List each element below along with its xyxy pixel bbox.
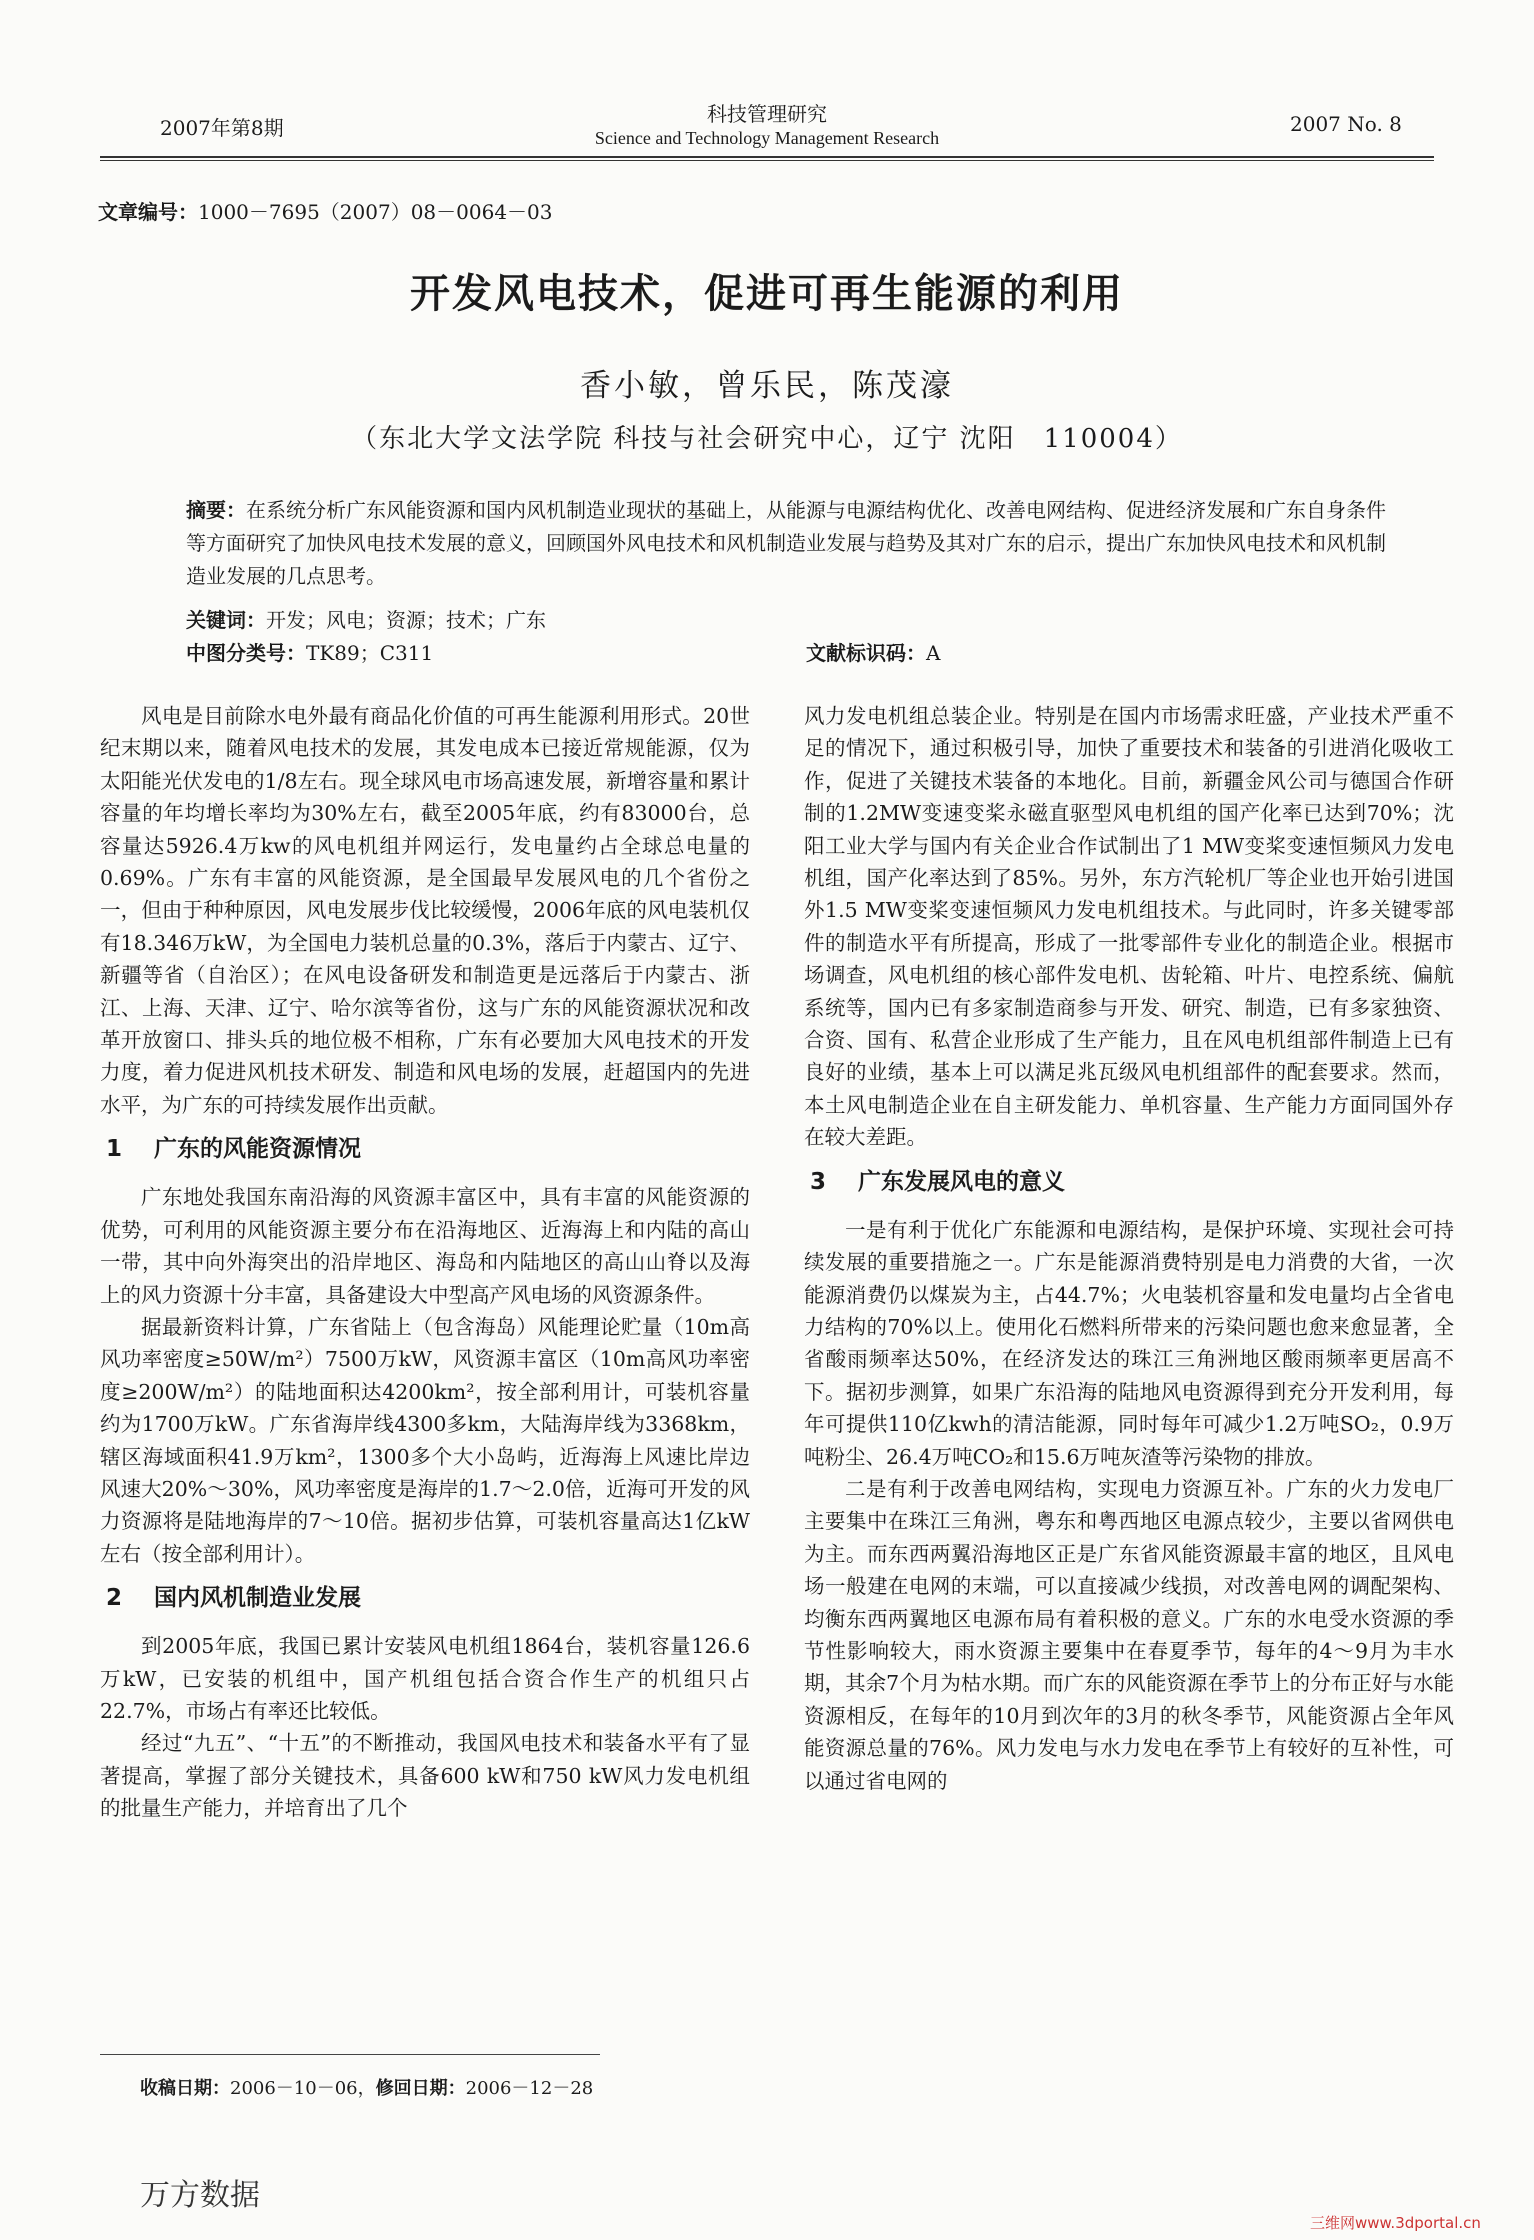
affiliation: （东北大学文法学院 科技与社会研究中心，辽宁 沈阳 110004） xyxy=(351,424,1183,454)
keywords-value: 开发；风电；资源；技术；广东 xyxy=(266,608,546,632)
issue-label: 2007年第8期 xyxy=(160,116,284,140)
article-number-label: 文章编号： xyxy=(98,200,198,224)
received-label: 收稿日期： xyxy=(140,2078,230,2099)
journal-name-en: Science and Technology Management Research xyxy=(594,128,940,148)
section-1-paragraph-2: 据最新资料计算，广东省陆上（包含海岛）风能理论贮量（10m高风功率密度≥50W/m²）7500万kW，风资源丰富区（10m高风功率密度≥200W/m²）的陆地面积达4200km²，按全部利用计，可装机容量约为1700万kW。广东省海岸线4300多km，大陆海岸线为3368km，辖区海域面积41.9万km²，1300多个大小岛屿，近海海上风速比岸边风速大20%～30%，风功率密度是海岸的1.7～2.0倍，近海可开发的风力资源将是陆地海岸的7～10倍。据初步估算，可装机容量高达1亿kW左右（按全部利用计）。 xyxy=(100,1314,750,1566)
section-3-heading xyxy=(804,1154,1454,1214)
document-code-label: 文献标识码： xyxy=(806,641,926,665)
header-rule-thin xyxy=(100,160,1434,161)
abstract-text: 在系统分析广东风能资源和国内风机制造业现状的基础上，从能源与电源结构优化、改善电网结构、促进经济发展和广东自身条件等方面研究了加快风电技术发展的意义，回顾国外风电技术和风机制造业发展与趋势及其对广东的启示，提出广东加快风电技术和风机制造业发展的几点思考。 xyxy=(186,498,1386,588)
source-mark: 万方数据 xyxy=(140,2178,260,2213)
authors: 香小敏，曾乐民，陈茂濠 xyxy=(580,368,954,404)
section-1-paragraph-1: 广东地处我国东南沿海的风资源丰富区中，具有丰富的风能资源的优势，可利用的风能资源主要分布在沿海地区、近海海上和内陆的高山一带，其中向外海突出的沿岸地区、海岛和内陆地区的高山山脊以及海上的风力资源十分丰富，具备建设大中型高产风电场的风资源条件。 xyxy=(100,1185,750,1307)
section-1-heading xyxy=(100,1121,750,1181)
footnote-rule xyxy=(100,2054,600,2055)
header-rule xyxy=(100,156,1434,158)
revised-label: 修回日期： xyxy=(375,2078,466,2099)
section-1-number: 1 xyxy=(106,1136,123,1163)
section-1-title: 广东的风能资源情况 xyxy=(154,1136,361,1163)
article-number-value: 1000－7695（2007）08－0064－03 xyxy=(198,200,553,224)
section-2-paragraph-2: 经过“九五”、“十五”的不断推动，我国风电技术和装备水平有了显著提高，掌握了部分关键技术，具备600 kW和750 kW风力发电机组的批量生产能力，并培育出了几个 xyxy=(100,1731,750,1821)
article-number xyxy=(98,196,553,225)
abstract xyxy=(186,494,1386,593)
section-3-title: 广东发展风电的意义 xyxy=(858,1168,1065,1195)
section-3-paragraph-1: 一是有利于优化广东能源和电源结构，是保护环境、实现社会可持续发展的重要措施之一。广东是能源消费特别是电力消费的大省，一次能源消费仍以煤炭为主，占44.7%；火电装机容量和发电量均占全省电力结构的70%以上。使用化石燃料所带来的污染问题也愈来愈显著，全省酸雨频率达50%，在经济发达的珠江三角洲地区酸雨频率更居高不下。据初步测算，如果广东沿海的陆地风电资源得到充分开发利用，每年可提供110亿kwh的清洁能源，同时每年可减少1.2万吨SO₂，0.9万吨粉尘、26.4万吨CO₂和15.6万吨灰渣等污染物的排放。 xyxy=(804,1217,1454,1469)
paper-title: 开发风电技术，促进可再生能源的利用 xyxy=(410,271,1124,317)
left-column xyxy=(100,700,750,1825)
intro-paragraph: 风电是目前除水电外最有商品化价值的可再生能源利用形式。20世纪末期以来，随着风电技术的发展，其发电成本已接近常规能源，仅为太阳能光伏发电的1/8左右。现全球风电市场高速发展，新增容量和累计容量的年均增长率均为30%左右，截至2005年底，约有83000台，总容量达5926.4万kw的风电机组并网运行，发电量约占全球总电量的0.69%。广东有丰富的风能资源，是全国最早发展风电的几个省份之一，但由于种种原因，风电发展步伐比较缓慢，2006年底的风电装机仅有18.346万kW，为全国电力装机总量的0.3%，落后于内蒙古、辽宁、新疆等省（自治区）；在风电设备研发和制造更是远落后于内蒙古、浙江、上海、天津、辽宁、哈尔滨等省份，这与广东的风能资源状况和改革开放窗口、排头兵的地位极不相称，广东有必要加大风电技术的开发力度，着力促进风机技术研发、制造和风电场的发展，赶超国内的先进水平，为广东的可持续发展作出贡献。 xyxy=(100,704,750,1117)
classification-value: TK89；C311 xyxy=(306,641,434,665)
document-code-value: A xyxy=(926,641,941,665)
section-2-title: 国内风机制造业发展 xyxy=(154,1585,361,1612)
section-2-continuation: 风力发电机组总装企业。特别是在国内市场需求旺盛，产业技术严重不足的情况下，通过积极引导，加快了重要技术和装备的引进消化吸收工作，促进了关键技术装备的本地化。目前，新疆金风公司与德国合作研制的1.2MW变速变桨永磁直驱型风电机组的国产化率已达到70%；沈阳工业大学与国内有关企业合作试制出了1 MW变桨变速恒频风力发电机组，国产化率达到了85%。另外，东方汽轮机厂等企业也开始引进国外1.5 MW变桨变速恒频风力发电机组技术。与此同时，许多关键零部件的制造水平有所提高，形成了一批零部件专业化的制造企业。根据市场调查，风电机组的核心部件发电机、齿轮箱、叶片、电控系统、偏航系统等，国内已有多家制造商参与开发、研究、制造，已有多家独资、合资、国有、私营企业形成了生产能力，且在风电机组部件制造上已有良好的业绩，基本上可以满足兆瓦级风电机组部件的配套要求。然而，本土风电制造企业在自主研发能力、单机容量、生产能力方面同国外存在较大差距。 xyxy=(804,704,1454,1150)
abstract-label: 摘要： xyxy=(186,498,246,522)
journal-header xyxy=(460,102,1074,150)
classification-label: 中图分类号： xyxy=(186,641,306,665)
received-dates: 收稿日期：2006－10－06，修回日期：2006－12－28 xyxy=(140,2078,594,2099)
right-column xyxy=(804,700,1454,1797)
section-2-number: 2 xyxy=(106,1585,123,1612)
revised-date: 2006－12－28 xyxy=(465,2078,594,2099)
document-code xyxy=(806,637,940,666)
issue-number-en: 2007 No. 8 xyxy=(1290,112,1402,136)
keywords xyxy=(186,604,546,633)
section-3-paragraph-2: 二是有利于改善电网结构，实现电力资源互补。广东的火力发电厂主要集中在珠江三角洲，粤东和粤西地区电源点较少，主要以省网供电为主。而东西两翼沿海地区正是广东省风能资源最丰富的地区，且风电场一般建在电网的末端，可以直接减少线损，对改善电网的调配架构、均衡东西两翼地区电源布局有着积极的意义。广东的水电受水资源的季节性影响较大，雨水资源主要集中在春夏季节，每年的4～9月为丰水期，其余7个月为枯水期。而广东的风能资源在季节上的分布正好与水能资源相反，在每年的10月到次年的3月的秋冬季节，风能资源占全年风能资源总量的76%。风力发电与水力发电在季节上有较好的互补性，可以通过省电网的 xyxy=(804,1476,1454,1793)
journal-name-cn: 科技管理研究 xyxy=(707,102,827,126)
keywords-label: 关键词： xyxy=(186,608,266,632)
received-date: 2006－10－06 xyxy=(230,2078,358,2099)
section-3-number: 3 xyxy=(810,1168,827,1195)
classification xyxy=(186,637,433,666)
watermark: 三维网www.3dportal.cn xyxy=(1310,2214,1481,2232)
section-2-heading xyxy=(100,1570,750,1630)
section-2-paragraph-1: 到2005年底，我国已累计安装风电机组1864台，装机容量126.6万kW，已安装的机组中，国产机组包括合资合作生产的机组只占22.7%，市场占有率还比较低。 xyxy=(100,1634,750,1723)
